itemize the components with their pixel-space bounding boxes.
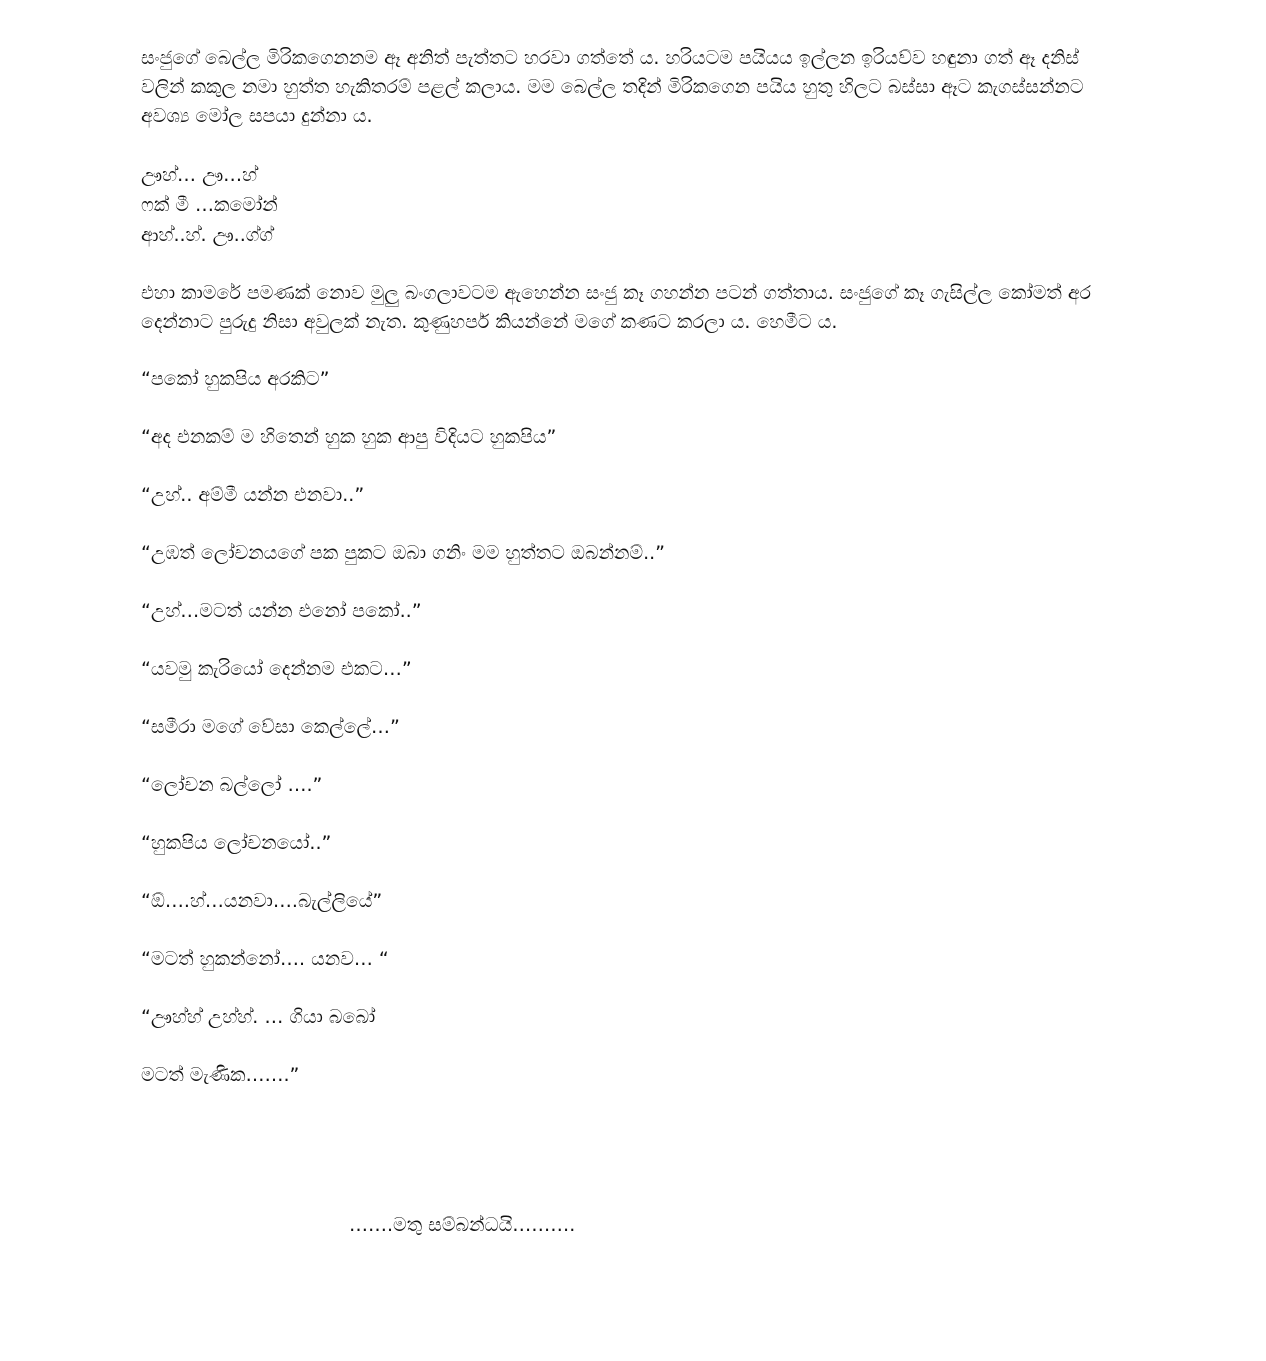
- dialogue-line: “උහ්…මටත් යන්න එනෝ පකෝ..”: [141, 600, 422, 622]
- dialogue-line: “ඌහ්හ් උහ්හ්. … ගියා බබෝ: [141, 1006, 376, 1028]
- moan-line: ෆක් මී …කමෝන්: [141, 194, 278, 216]
- dialogue-line: මටත් මැණික…….”: [141, 1064, 300, 1086]
- dialogue-line: “පකෝ හුකපිය අරකිට”: [141, 368, 330, 390]
- continued-note: …….මතු සම්බන්ධයි……….: [349, 1214, 576, 1236]
- opening-paragraph: සංජුගේ බෙල්ල මිරිකගෙනනම ඈ අනිත් පැත්තට හරවා ගත්තේ ය. හරියටම පයියය ඉල්ලන ඉරියව්ව හඳුනා ගත් ඈ දනිස් වලින් කකුල නමා හුත්ත හැකිතරම් පළල් කලාය. මම බෙල්ල තදින් මිරිකගෙන පයිය හුතු හිලට බස්සා ඈට කැගස්සන්නට අවශ්‍ය මෝල සපයා දුන්නා ය.: [141, 47, 1084, 127]
- dialogue-line: “අද එනකම් ම හිතෙන් හුක හුක ආපු විදියට හුකපිය”: [141, 426, 557, 448]
- moan-line: ආහ්..හ්. ඌ..ග්ග්: [141, 224, 273, 246]
- document-body: [141, 44, 1111, 1118]
- dialogue-list: [141, 364, 1111, 1090]
- dialogue-line: “සමීරා මගේ වේසා කෙල්ලේ…”: [141, 716, 400, 738]
- moan-line: ඌහ්… ඌ…හ්: [141, 164, 258, 186]
- dialogue-line: “යවමු කැරියෝ දෙන්නම එකට…”: [141, 658, 412, 680]
- moan-block: [141, 160, 1111, 250]
- dialogue-line: “මටත් හුකන්නෝ…. යනව… “: [141, 948, 389, 970]
- dialogue-line: “ඕ….හ්…යනවා….බැල්ලියේ”: [141, 890, 383, 912]
- dialogue-line: “උහ්.. අම්මී යන්න එනවා..”: [141, 484, 365, 506]
- dialogue-line: “ලෝචන බල්ලෝ ….”: [141, 774, 323, 796]
- dialogue-line: “හුකපිය ලෝචනයෝ..”: [141, 832, 332, 854]
- second-paragraph: එහා කාමරේ පමණක් නොව මුලු බංගලාවටම ඇහෙන්න සංජු කෑ ගහන්න පටන් ගත්තාය. සංජුගේ කෑ ගැසිල්ල කෝමත් අර දෙන්නාට පුරුදු නිසා අවුලක් නැත. කුණුහර්ප කියන්නේ මගේ කණට කරලා ය. හෙමීට ය.: [141, 282, 1091, 333]
- dialogue-line: “උඹත් ලෝචනයගේ පක පුකට ඔබා ගනිං මම හුත්තට ඔබන්නම්..”: [141, 542, 666, 564]
